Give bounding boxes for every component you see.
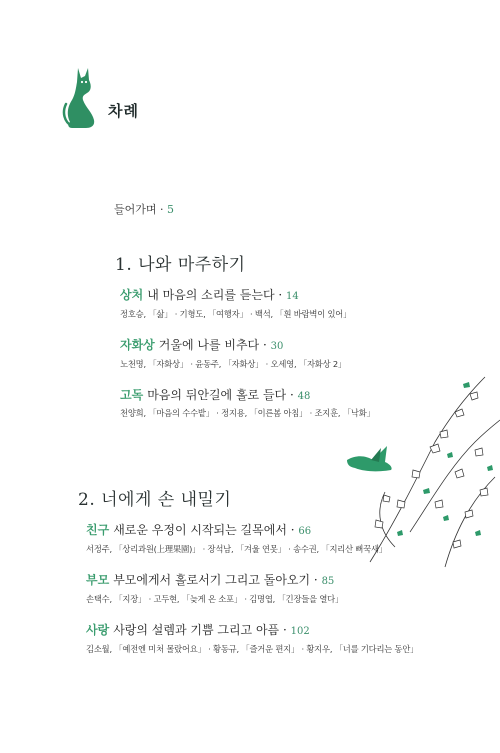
part-2-heading: 2. 너에게 손 내밀기 <box>78 490 232 510</box>
entry-sources: 손택수, 「지장」 · 고두현, 「늦게 온 소포」 · 김명엽, 「긴장들을 열다」 <box>86 594 344 604</box>
part-1-heading: 1. 나와 마주하기 <box>115 255 246 275</box>
toc-entry[interactable]: 사랑 사랑의 설렘과 기쁨 그리고 아픔 · 102 <box>86 623 310 637</box>
entry-page: 66 <box>298 526 312 537</box>
entry-category: 부모 <box>86 573 110 587</box>
entry-title: 부모에게서 홀로서기 그리고 돌아오기 <box>113 573 311 587</box>
entry-title: 새로운 우정이 시작되는 길목에서 <box>113 523 287 537</box>
entry-page: 102 <box>290 626 310 637</box>
entry-page: 85 <box>321 576 335 587</box>
entry-page: 48 <box>297 391 311 402</box>
entry-category: 자화상 <box>120 338 155 352</box>
cat-icon <box>62 64 114 130</box>
bird-icon <box>347 446 392 471</box>
entry-title: 내 마음의 소리를 듣는다 <box>147 288 275 302</box>
page-title: 차례 <box>108 102 139 120</box>
entry-title: 마음의 뒤안길에 홀로 들다 <box>147 388 287 402</box>
entry-title: 거울에 나를 비추다 <box>158 338 260 352</box>
bird-branch-illustration <box>335 372 500 572</box>
intro-page-sep: · <box>160 203 168 216</box>
entry-title: 사랑의 설렘과 기쁨 그리고 아픔 <box>113 623 280 637</box>
entry-category: 고독 <box>120 388 144 402</box>
intro-entry[interactable] <box>114 201 174 217</box>
entry-sources: 서정주, 「상리과원(上理果園)」 · 장석남, 「겨울 연못」 · 송수권, 「지리산 뻐꾹새」 <box>86 544 387 554</box>
entry-page: 14 <box>286 291 299 302</box>
toc-entry[interactable]: 부모 부모에게서 홀로서기 그리고 돌아오기 · 85 <box>86 573 335 587</box>
entry-sources: 천양희, 「마음의 수수밭」 · 정지용, 「이른봄 아침」 · 조지훈, 「낙화」 <box>120 408 375 418</box>
entry-category: 사랑 <box>86 623 110 637</box>
intro-page: 5 <box>167 203 175 216</box>
entry-category: 상처 <box>120 288 144 302</box>
intro-label: 들어가며 <box>114 203 157 216</box>
entry-sources: 정호승, 「삶」 · 기형도, 「여행자」 · 백석, 「흰 바람벽이 있어」 <box>120 309 352 319</box>
toc-entry[interactable]: 고독 마음의 뒤안길에 홀로 들다 · 48 <box>120 388 311 402</box>
entry-sources: 김소월, 「예전엔 미처 몰랐어요」 · 황동규, 「즐거운 편지」 · 황지우, 「너를 기다리는 동안」 <box>86 644 419 654</box>
entry-sources: 노천명, 「자화상」 · 윤동주, 「자화상」 · 오세영, 「자화상 2」 <box>120 359 347 369</box>
entry-category: 친구 <box>86 523 110 537</box>
toc-entry[interactable]: 자화상 거울에 나를 비추다 · 30 <box>120 338 284 352</box>
toc-entry[interactable]: 상처 내 마음의 소리를 듣는다 · 14 <box>120 288 299 302</box>
toc-entry[interactable]: 친구 새로운 우정이 시작되는 길목에서 · 66 <box>86 523 312 537</box>
entry-page: 30 <box>270 341 284 352</box>
